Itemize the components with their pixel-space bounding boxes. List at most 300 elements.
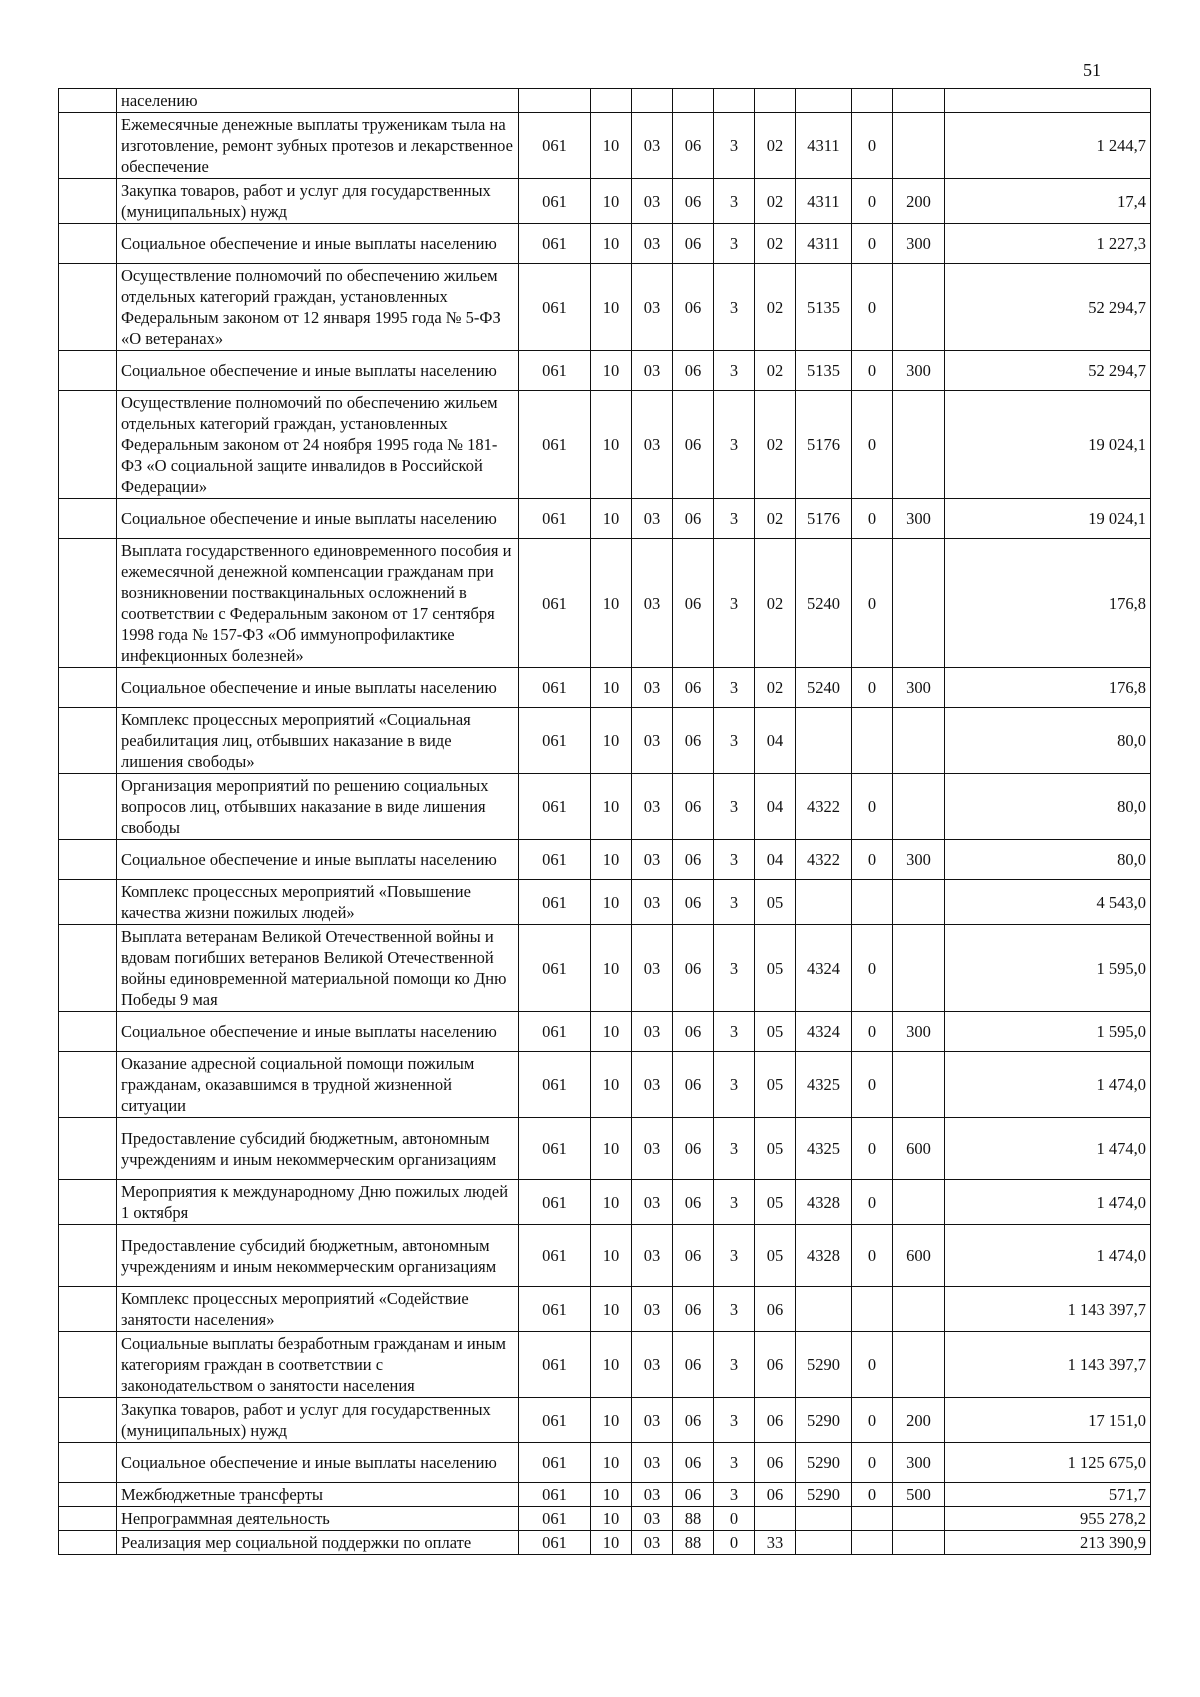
item-name-cell: Предоставление субсидий бюджетным, автономным учреждениям и иным некоммерческим организациям	[117, 1225, 519, 1287]
code-cell: 03	[632, 925, 673, 1012]
table-row	[59, 925, 1151, 1012]
code-cell: 10	[591, 840, 632, 880]
amount-cell: 19 024,1	[945, 391, 1151, 499]
code-cell: 02	[755, 264, 796, 351]
code-cell: 4324	[796, 925, 852, 1012]
code-cell: 3	[714, 499, 755, 539]
code-cell: 061	[519, 1118, 591, 1180]
code-cell: 03	[632, 708, 673, 774]
code-cell: 10	[591, 1052, 632, 1118]
code-cell: 10	[591, 1443, 632, 1483]
code-cell: 03	[632, 1052, 673, 1118]
code-cell	[796, 880, 852, 925]
code-cell: 05	[755, 1052, 796, 1118]
row-number-cell	[59, 264, 117, 351]
code-cell: 061	[519, 499, 591, 539]
code-cell	[893, 1180, 945, 1225]
row-number-cell	[59, 774, 117, 840]
code-cell: 061	[519, 113, 591, 179]
table-row	[59, 499, 1151, 539]
code-cell: 300	[893, 1012, 945, 1052]
code-cell: 10	[591, 499, 632, 539]
code-cell: 06	[673, 1332, 714, 1398]
code-cell: 03	[632, 1012, 673, 1052]
table-row	[59, 1531, 1151, 1555]
table-row	[59, 1287, 1151, 1332]
code-cell: 4325	[796, 1052, 852, 1118]
code-cell: 300	[893, 840, 945, 880]
code-cell: 3	[714, 1398, 755, 1443]
row-number-cell	[59, 351, 117, 391]
code-cell: 061	[519, 880, 591, 925]
amount-cell: 176,8	[945, 539, 1151, 668]
code-cell: 06	[673, 840, 714, 880]
row-number-cell	[59, 89, 117, 113]
code-cell: 3	[714, 668, 755, 708]
code-cell: 03	[632, 1332, 673, 1398]
amount-cell: 4 543,0	[945, 880, 1151, 925]
table-row	[59, 391, 1151, 499]
code-cell: 300	[893, 224, 945, 264]
code-cell: 10	[591, 774, 632, 840]
code-cell: 03	[632, 499, 673, 539]
code-cell	[673, 89, 714, 113]
amount-cell: 80,0	[945, 774, 1151, 840]
code-cell: 5240	[796, 668, 852, 708]
table-row	[59, 1398, 1151, 1443]
code-cell: 061	[519, 1180, 591, 1225]
code-cell: 5240	[796, 539, 852, 668]
code-cell: 02	[755, 668, 796, 708]
amount-cell: 1 143 397,7	[945, 1287, 1151, 1332]
code-cell: 10	[591, 351, 632, 391]
row-number-cell	[59, 1483, 117, 1507]
code-cell: 05	[755, 1225, 796, 1287]
code-cell: 06	[755, 1287, 796, 1332]
code-cell: 06	[673, 1225, 714, 1287]
code-cell: 061	[519, 264, 591, 351]
row-number-cell	[59, 1507, 117, 1531]
code-cell: 06	[673, 880, 714, 925]
code-cell: 03	[632, 840, 673, 880]
code-cell: 3	[714, 1443, 755, 1483]
code-cell: 10	[591, 539, 632, 668]
code-cell	[893, 880, 945, 925]
code-cell: 06	[755, 1332, 796, 1398]
table-row	[59, 840, 1151, 880]
code-cell: 03	[632, 179, 673, 224]
code-cell: 600	[893, 1225, 945, 1287]
code-cell: 10	[591, 1180, 632, 1225]
code-cell: 061	[519, 708, 591, 774]
code-cell: 200	[893, 179, 945, 224]
amount-cell: 1 474,0	[945, 1052, 1151, 1118]
code-cell: 03	[632, 113, 673, 179]
item-name-cell: Мероприятия к международному Дню пожилых людей 1 октября	[117, 1180, 519, 1225]
code-cell: 300	[893, 668, 945, 708]
code-cell	[796, 89, 852, 113]
amount-cell: 1 595,0	[945, 925, 1151, 1012]
code-cell: 04	[755, 708, 796, 774]
code-cell: 3	[714, 1052, 755, 1118]
row-number-cell	[59, 668, 117, 708]
table-row	[59, 1118, 1151, 1180]
code-cell: 03	[632, 351, 673, 391]
code-cell	[893, 89, 945, 113]
code-cell: 05	[755, 1118, 796, 1180]
code-cell: 10	[591, 1332, 632, 1398]
row-number-cell	[59, 539, 117, 668]
code-cell: 03	[632, 391, 673, 499]
item-name-cell: Выплата ветеранам Великой Отечественной войны и вдовам погибших ветеранов Великой Отечественной войны единовременной материальной помощи ко Дню Победы 9 мая	[117, 925, 519, 1012]
code-cell	[852, 89, 893, 113]
code-cell: 0	[714, 1507, 755, 1531]
code-cell: 05	[755, 925, 796, 1012]
item-name-cell: Комплекс процессных мероприятий «Социальная реабилитация лиц, отбывших наказание в виде лишения свободы»	[117, 708, 519, 774]
code-cell: 02	[755, 391, 796, 499]
code-cell: 4325	[796, 1118, 852, 1180]
code-cell: 02	[755, 224, 796, 264]
code-cell: 06	[755, 1398, 796, 1443]
page-number: 51	[1083, 60, 1101, 80]
code-cell: 10	[591, 1483, 632, 1507]
item-name-cell: Социальное обеспечение и иные выплаты населению	[117, 224, 519, 264]
code-cell: 3	[714, 351, 755, 391]
code-cell: 5290	[796, 1443, 852, 1483]
code-cell: 05	[755, 1012, 796, 1052]
table-row	[59, 224, 1151, 264]
code-cell: 3	[714, 1287, 755, 1332]
code-cell: 88	[673, 1531, 714, 1555]
amount-cell: 1 595,0	[945, 1012, 1151, 1052]
item-name-cell: Закупка товаров, работ и услуг для государственных (муниципальных) нужд	[117, 179, 519, 224]
code-cell	[893, 774, 945, 840]
table-row	[59, 113, 1151, 179]
row-number-cell	[59, 840, 117, 880]
code-cell: 3	[714, 224, 755, 264]
code-cell	[893, 1531, 945, 1555]
code-cell: 061	[519, 1052, 591, 1118]
code-cell: 10	[591, 1225, 632, 1287]
code-cell: 03	[632, 1531, 673, 1555]
code-cell: 061	[519, 351, 591, 391]
code-cell: 03	[632, 880, 673, 925]
item-name-cell: Оказание адресной социальной помощи пожилым гражданам, оказавшимся в трудной жизненной ситуации	[117, 1052, 519, 1118]
amount-cell: 17,4	[945, 179, 1151, 224]
code-cell: 4328	[796, 1180, 852, 1225]
code-cell: 0	[852, 1180, 893, 1225]
code-cell: 3	[714, 840, 755, 880]
item-name-cell: Реализация мер социальной поддержки по оплате	[117, 1531, 519, 1555]
code-cell: 06	[673, 264, 714, 351]
code-cell: 061	[519, 224, 591, 264]
item-name-cell: Межбюджетные трансферты	[117, 1483, 519, 1507]
code-cell: 3	[714, 179, 755, 224]
code-cell: 02	[755, 539, 796, 668]
code-cell: 3	[714, 1483, 755, 1507]
code-cell: 06	[673, 1287, 714, 1332]
row-number-cell	[59, 179, 117, 224]
code-cell: 10	[591, 1398, 632, 1443]
table-row	[59, 1443, 1151, 1483]
code-cell: 061	[519, 1225, 591, 1287]
code-cell: 061	[519, 1443, 591, 1483]
code-cell	[893, 1332, 945, 1398]
code-cell	[893, 708, 945, 774]
code-cell: 06	[673, 1052, 714, 1118]
code-cell: 06	[673, 1483, 714, 1507]
code-cell: 0	[852, 113, 893, 179]
code-cell: 02	[755, 499, 796, 539]
code-cell: 06	[755, 1443, 796, 1483]
code-cell: 06	[673, 391, 714, 499]
code-cell: 06	[673, 1180, 714, 1225]
code-cell: 06	[755, 1483, 796, 1507]
code-cell: 300	[893, 499, 945, 539]
item-name-cell: Непрограммная деятельность	[117, 1507, 519, 1531]
code-cell: 10	[591, 224, 632, 264]
code-cell: 3	[714, 880, 755, 925]
table-row	[59, 1225, 1151, 1287]
row-number-cell	[59, 708, 117, 774]
amount-cell: 19 024,1	[945, 499, 1151, 539]
code-cell: 03	[632, 1225, 673, 1287]
code-cell: 0	[852, 499, 893, 539]
item-name-cell: Социальное обеспечение и иные выплаты населению	[117, 668, 519, 708]
code-cell: 061	[519, 925, 591, 1012]
code-cell: 061	[519, 1531, 591, 1555]
code-cell: 03	[632, 1287, 673, 1332]
amount-cell: 213 390,9	[945, 1531, 1151, 1555]
item-name-cell: населению	[117, 89, 519, 113]
row-number-cell	[59, 1398, 117, 1443]
code-cell	[852, 708, 893, 774]
code-cell: 5290	[796, 1332, 852, 1398]
code-cell: 06	[673, 1398, 714, 1443]
amount-cell: 52 294,7	[945, 351, 1151, 391]
item-name-cell: Социальное обеспечение и иные выплаты населению	[117, 499, 519, 539]
code-cell: 05	[755, 1180, 796, 1225]
code-cell: 200	[893, 1398, 945, 1443]
code-cell: 3	[714, 391, 755, 499]
code-cell	[591, 89, 632, 113]
item-name-cell: Социальное обеспечение и иные выплаты населению	[117, 1012, 519, 1052]
code-cell	[796, 708, 852, 774]
item-name-cell: Организация мероприятий по решению социальных вопросов лиц, отбывших наказание в виде лишения свободы	[117, 774, 519, 840]
table-row	[59, 708, 1151, 774]
code-cell: 03	[632, 1443, 673, 1483]
amount-cell: 1 244,7	[945, 113, 1151, 179]
code-cell: 061	[519, 179, 591, 224]
code-cell: 0	[852, 1012, 893, 1052]
code-cell: 4311	[796, 179, 852, 224]
row-number-cell	[59, 1332, 117, 1398]
code-cell: 061	[519, 1012, 591, 1052]
code-cell: 03	[632, 1180, 673, 1225]
code-cell: 06	[673, 224, 714, 264]
item-name-cell: Предоставление субсидий бюджетным, автономным учреждениям и иным некоммерческим организациям	[117, 1118, 519, 1180]
item-name-cell: Комплекс процессных мероприятий «Содействие занятости населения»	[117, 1287, 519, 1332]
table-row	[59, 351, 1151, 391]
table-row	[59, 1012, 1151, 1052]
code-cell: 061	[519, 774, 591, 840]
amount-cell: 17 151,0	[945, 1398, 1151, 1443]
code-cell: 5135	[796, 264, 852, 351]
table-row	[59, 1507, 1151, 1531]
code-cell: 0	[852, 264, 893, 351]
amount-cell: 1 125 675,0	[945, 1443, 1151, 1483]
item-name-cell: Социальное обеспечение и иные выплаты населению	[117, 840, 519, 880]
amount-cell: 1 474,0	[945, 1118, 1151, 1180]
code-cell: 10	[591, 1118, 632, 1180]
code-cell: 5176	[796, 499, 852, 539]
code-cell: 3	[714, 1332, 755, 1398]
code-cell	[796, 1287, 852, 1332]
code-cell: 06	[673, 539, 714, 668]
item-name-cell: Социальные выплаты безработным гражданам и иным категориям граждан в соответствии с законодательством о занятости населения	[117, 1332, 519, 1398]
item-name-cell: Ежемесячные денежные выплаты труженикам тыла на изготовление, ремонт зубных протезов и лекарственное обеспечение	[117, 113, 519, 179]
code-cell: 061	[519, 1483, 591, 1507]
amount-cell	[945, 89, 1151, 113]
code-cell: 88	[673, 1507, 714, 1531]
code-cell	[893, 113, 945, 179]
code-cell: 4324	[796, 1012, 852, 1052]
code-cell: 061	[519, 539, 591, 668]
code-cell: 10	[591, 1012, 632, 1052]
code-cell: 03	[632, 1507, 673, 1531]
table-row	[59, 179, 1151, 224]
row-number-cell	[59, 880, 117, 925]
table-row	[59, 1483, 1151, 1507]
code-cell: 10	[591, 1531, 632, 1555]
table-row	[59, 89, 1151, 113]
code-cell	[796, 1507, 852, 1531]
code-cell	[893, 1052, 945, 1118]
row-number-cell	[59, 1052, 117, 1118]
code-cell: 3	[714, 1118, 755, 1180]
code-cell: 0	[852, 1332, 893, 1398]
table-row	[59, 264, 1151, 351]
code-cell: 4322	[796, 774, 852, 840]
code-cell: 10	[591, 264, 632, 351]
code-cell: 3	[714, 1012, 755, 1052]
code-cell	[852, 880, 893, 925]
code-cell: 06	[673, 351, 714, 391]
item-name-cell: Осуществление полномочий по обеспечению жильем отдельных категорий граждан, установленных Федеральным законом от 24 ноября 1995 года № 181-ФЗ «О социальной защите инвалидов в Российской Федерации»	[117, 391, 519, 499]
code-cell: 10	[591, 1507, 632, 1531]
code-cell: 03	[632, 264, 673, 351]
code-cell: 04	[755, 840, 796, 880]
table-row	[59, 1332, 1151, 1398]
amount-cell: 80,0	[945, 708, 1151, 774]
amount-cell: 1 474,0	[945, 1225, 1151, 1287]
amount-cell: 1 227,3	[945, 224, 1151, 264]
code-cell: 10	[591, 391, 632, 499]
code-cell	[796, 1531, 852, 1555]
code-cell: 06	[673, 1012, 714, 1052]
row-number-cell	[59, 1287, 117, 1332]
code-cell: 0	[852, 925, 893, 1012]
code-cell: 10	[591, 668, 632, 708]
item-name-cell: Социальное обеспечение и иные выплаты населению	[117, 351, 519, 391]
code-cell: 06	[673, 668, 714, 708]
code-cell: 061	[519, 1507, 591, 1531]
row-number-cell	[59, 1531, 117, 1555]
code-cell: 3	[714, 925, 755, 1012]
row-number-cell	[59, 1443, 117, 1483]
row-number-cell	[59, 1225, 117, 1287]
item-name-cell: Выплата государственного единовременного пособия и ежемесячной денежной компенсации гражданам при возникновении поствакцинальных осложнений в соответствии с Федеральным законом от 17 сентября 1998 года № 157-ФЗ «Об иммунопрофилактике инфекционных болезней»	[117, 539, 519, 668]
code-cell: 4328	[796, 1225, 852, 1287]
row-number-cell	[59, 391, 117, 499]
amount-cell: 571,7	[945, 1483, 1151, 1507]
code-cell	[519, 89, 591, 113]
code-cell	[893, 1507, 945, 1531]
table-row	[59, 774, 1151, 840]
code-cell: 03	[632, 1483, 673, 1507]
item-name-cell: Закупка товаров, работ и услуг для государственных (муниципальных) нужд	[117, 1398, 519, 1443]
row-number-cell	[59, 224, 117, 264]
code-cell: 3	[714, 113, 755, 179]
code-cell: 4322	[796, 840, 852, 880]
code-cell: 10	[591, 708, 632, 774]
row-number-cell	[59, 1012, 117, 1052]
code-cell: 0	[852, 1483, 893, 1507]
code-cell: 03	[632, 668, 673, 708]
code-cell: 02	[755, 351, 796, 391]
code-cell: 0	[852, 391, 893, 499]
code-cell: 04	[755, 774, 796, 840]
code-cell: 06	[673, 499, 714, 539]
code-cell: 3	[714, 1180, 755, 1225]
code-cell: 06	[673, 179, 714, 224]
code-cell: 5290	[796, 1483, 852, 1507]
code-cell: 05	[755, 880, 796, 925]
code-cell: 02	[755, 113, 796, 179]
code-cell: 10	[591, 925, 632, 1012]
amount-cell: 176,8	[945, 668, 1151, 708]
amount-cell: 80,0	[945, 840, 1151, 880]
code-cell: 3	[714, 1225, 755, 1287]
code-cell: 061	[519, 1332, 591, 1398]
table-row	[59, 539, 1151, 668]
code-cell: 03	[632, 774, 673, 840]
code-cell	[755, 1507, 796, 1531]
code-cell	[852, 1507, 893, 1531]
code-cell: 5176	[796, 391, 852, 499]
code-cell	[893, 539, 945, 668]
table-row	[59, 1180, 1151, 1225]
code-cell	[893, 391, 945, 499]
item-name-cell: Осуществление полномочий по обеспечению жильем отдельных категорий граждан, установленных Федеральным законом от 12 января 1995 года № 5-ФЗ «О ветеранах»	[117, 264, 519, 351]
row-number-cell	[59, 113, 117, 179]
amount-cell: 1 474,0	[945, 1180, 1151, 1225]
code-cell: 3	[714, 774, 755, 840]
code-cell	[755, 89, 796, 113]
code-cell	[852, 1531, 893, 1555]
code-cell	[852, 1287, 893, 1332]
row-number-cell	[59, 925, 117, 1012]
code-cell: 3	[714, 264, 755, 351]
code-cell: 0	[852, 840, 893, 880]
row-number-cell	[59, 1118, 117, 1180]
code-cell: 03	[632, 1118, 673, 1180]
code-cell: 3	[714, 539, 755, 668]
code-cell: 300	[893, 351, 945, 391]
code-cell: 06	[673, 774, 714, 840]
code-cell: 4311	[796, 224, 852, 264]
row-number-cell	[59, 499, 117, 539]
